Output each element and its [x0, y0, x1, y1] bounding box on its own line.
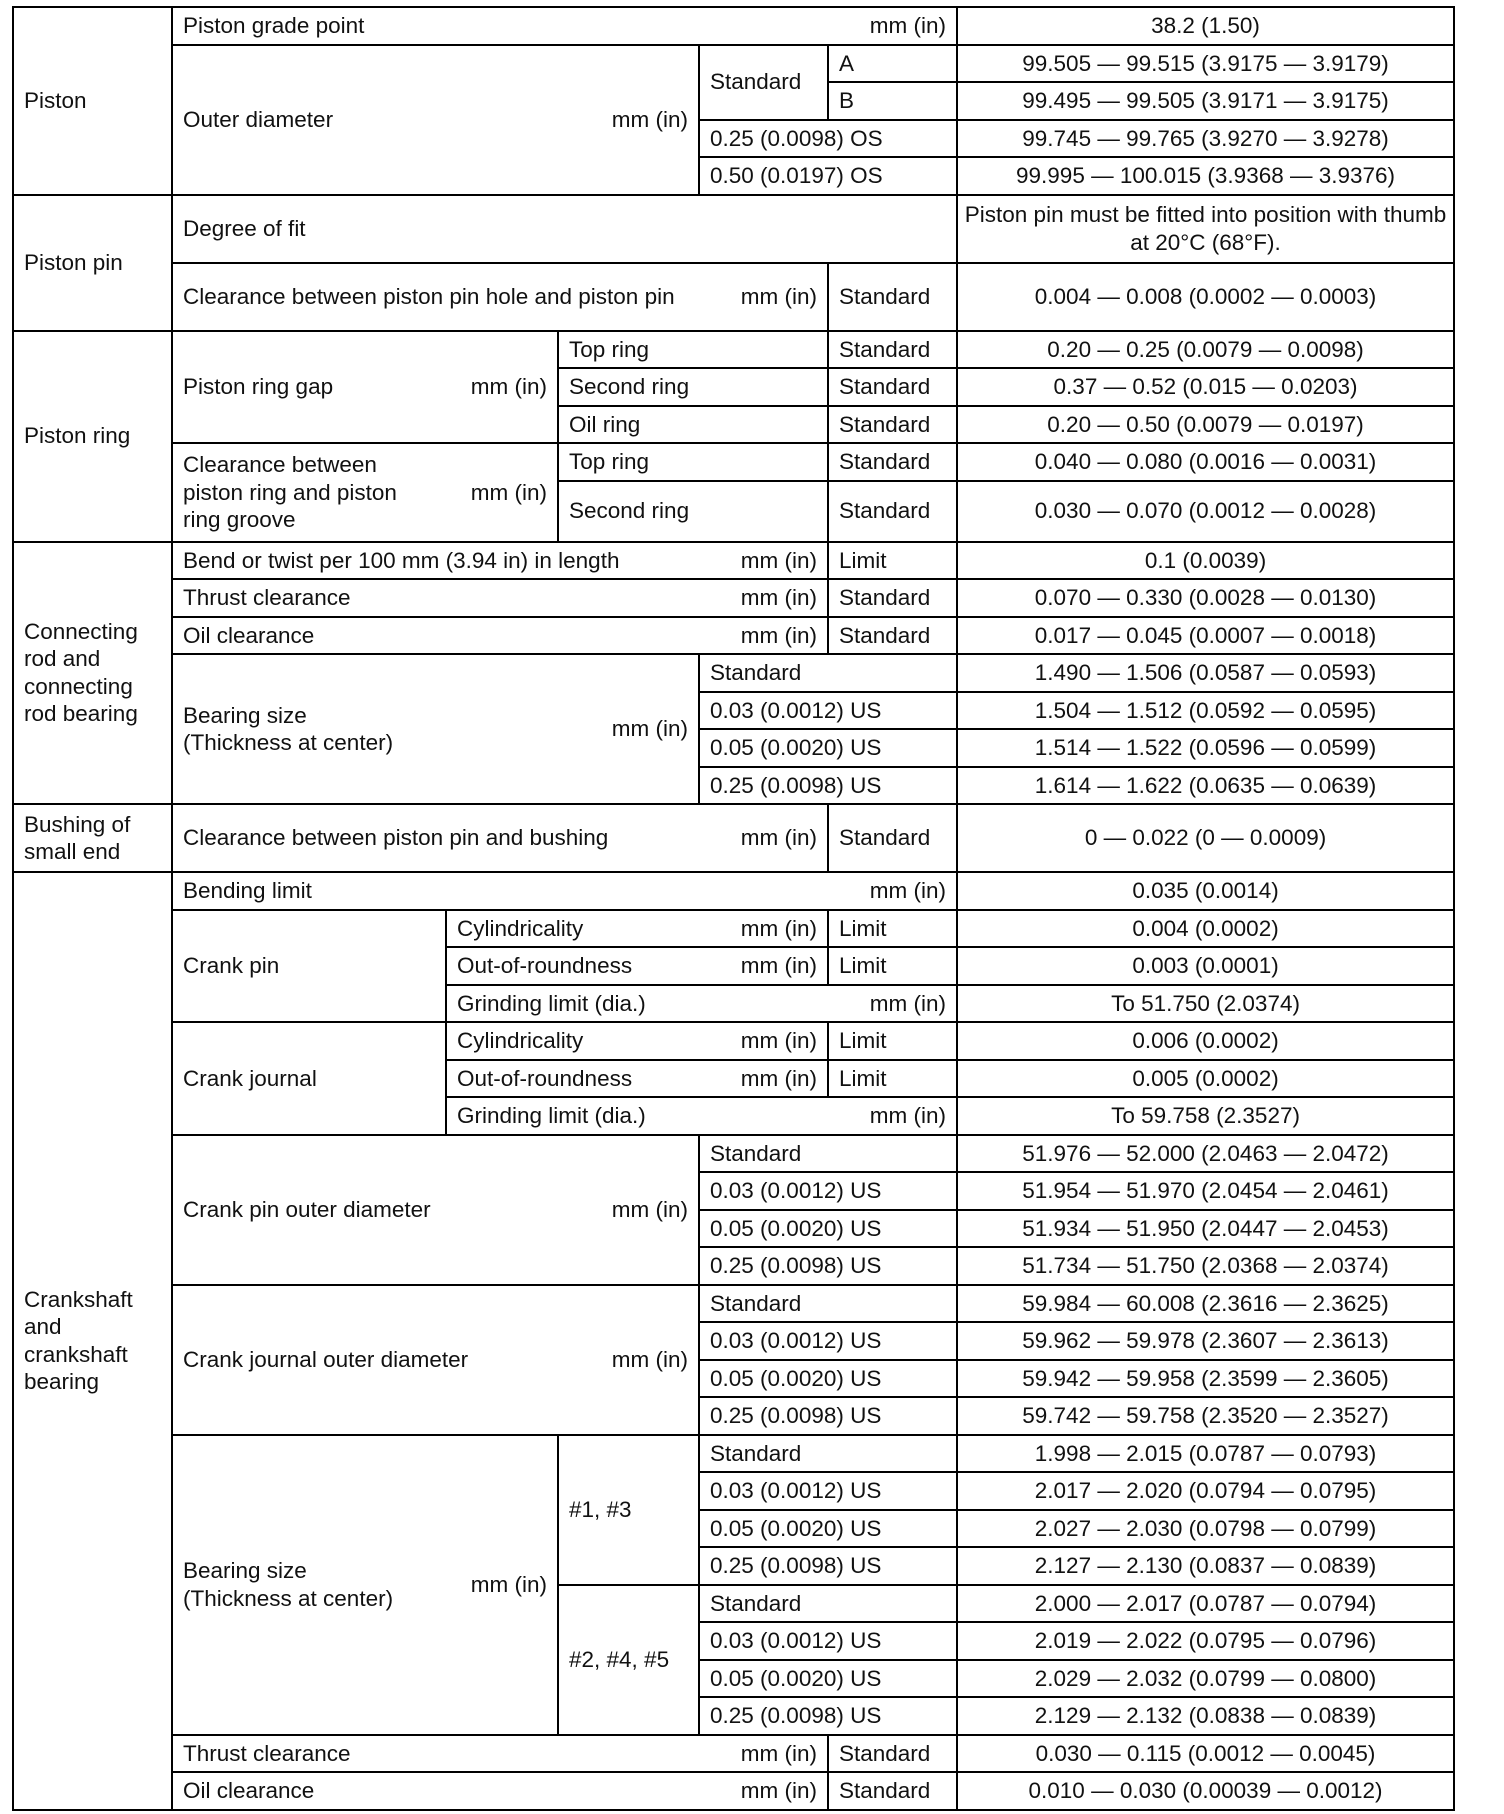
cell-crankshaft-crank-journal-rows-0-type: Limit: [828, 1022, 957, 1060]
section-label-connecting-rod-label: Connecting rod and connecting rod bearing: [13, 542, 172, 805]
cell-crankshaft-crank-pin-rows-1-type: Limit: [828, 947, 957, 985]
spec-value-crankshaft-crank-pin-rows-2-value: To 51.750 (2.0374): [957, 985, 1454, 1023]
unit-label: mm (in): [470, 479, 547, 505]
spec-value-crankshaft-journal-od-sizes-3-value: 59.742 — 59.758 (2.3520 — 2.3527): [957, 1397, 1454, 1435]
cell-piston-ring-gap-rows-0-type: Standard: [828, 331, 957, 369]
unit-label: mm (in): [740, 283, 817, 309]
spec-label: Bearing size (Thickness at center): [183, 702, 394, 755]
cell-connecting-rod-oil-label: [172, 617, 828, 655]
cell-connecting-rod-bearing-sizes-1-size: 0.03 (0.0012) US: [699, 692, 957, 730]
table-row: [13, 654, 1454, 692]
cell-crankshaft-bearing-groups-1-sizes-3-size: 0.25 (0.0098) US: [699, 1697, 957, 1735]
cell-crankshaft-thrust-label: [172, 1735, 828, 1773]
section-label-crankshaft-label: Crankshaft and crankshaft bearing: [13, 872, 172, 1810]
spec-value-piston-ring-gap-rows-0-value: 0.20 — 0.25 (0.0079 — 0.0098): [957, 331, 1454, 369]
cell-crankshaft-bearing-groups-1-sizes-0-size: Standard: [699, 1585, 957, 1623]
cell-connecting-rod-thrust-label: [172, 579, 828, 617]
spec-value-bushing-clearance-value: 0 — 0.022 (0 — 0.0009): [957, 804, 1454, 872]
unit-label: mm (in): [869, 1103, 947, 1129]
spec-value-crankshaft-pin-od-sizes-0-value: 51.976 — 52.000 (2.0463 — 2.0472): [957, 1135, 1454, 1173]
spec-value-crankshaft-pin-od-sizes-3-value: 51.734 — 51.750 (2.0368 — 2.0374): [957, 1247, 1454, 1285]
spec-value-crankshaft-bearing-groups-0-sizes-1-value: 2.017 — 2.020 (0.0794 — 0.0795): [957, 1472, 1454, 1510]
spec-value-piston-outer-diameter-oversize-1-value: 99.995 — 100.015 (3.9368 — 3.9376): [957, 157, 1454, 195]
spec-label: Bend or twist per 100 mm (3.94 in) in length: [183, 547, 620, 573]
section-label-piston-pin-label: Piston pin: [13, 195, 172, 331]
cell-piston-pin-clearance-type: Standard: [828, 263, 957, 331]
table-row: [13, 617, 1454, 655]
cell-crankshaft-oil-type: Standard: [828, 1772, 957, 1810]
cell-piston-ring-gap-rows-2-type: Standard: [828, 406, 957, 444]
spec-label: Cylindricality: [457, 915, 584, 941]
unit-label: mm (in): [740, 1778, 817, 1804]
spec-value-piston-ring-groove-clearance-rows-0-value: 0.040 — 0.080 (0.0016 — 0.0031): [957, 443, 1454, 481]
unit-label: mm (in): [740, 1028, 817, 1054]
unit-label: mm (in): [611, 1196, 688, 1222]
spec-value-crankshaft-thrust-value: 0.030 — 0.115 (0.0012 — 0.0045): [957, 1735, 1454, 1773]
spec-label: Out-of-roundness: [457, 1065, 633, 1091]
unit-label: mm (in): [740, 1065, 817, 1091]
cell-crankshaft-bearing-groups-1-label: #2, #4, #5: [558, 1585, 699, 1735]
spec-value-crankshaft-pin-od-sizes-2-value: 51.934 — 51.950 (2.0447 — 2.0453): [957, 1210, 1454, 1248]
spec-label: Thrust clearance: [183, 1740, 351, 1766]
cell-piston-ring-groove-clearance-rows-0-type: Standard: [828, 443, 957, 481]
unit-label: mm (in): [611, 106, 688, 132]
spec-value-piston-grade-point-value: 38.2 (1.50): [957, 7, 1454, 45]
table-row: [13, 331, 1454, 369]
spec-label: Clearance between piston pin hole and piston pin: [183, 283, 675, 309]
cell-crankshaft-pin-od-sizes-2-size: 0.05 (0.0020) US: [699, 1210, 957, 1248]
spec-value-crankshaft-bearing-groups-0-sizes-3-value: 2.127 — 2.130 (0.0837 — 0.0839): [957, 1547, 1454, 1585]
cell-crankshaft-journal-od-sizes-1-size: 0.03 (0.0012) US: [699, 1322, 957, 1360]
cell-connecting-rod-bearing-label: [172, 654, 699, 804]
spec-value-crankshaft-bearing-groups-1-sizes-1-value: 2.019 — 2.022 (0.0795 — 0.0796): [957, 1622, 1454, 1660]
cell-crankshaft-thrust-type: Standard: [828, 1735, 957, 1773]
cell-crankshaft-bearing-groups-1-sizes-1-size: 0.03 (0.0012) US: [699, 1622, 957, 1660]
cell-piston-ring-groove-clearance-rows-1-ring: Second ring: [558, 481, 828, 542]
table-row: [13, 1735, 1454, 1773]
table-row: [13, 1135, 1454, 1173]
cell-piston-ring-gap-label: [172, 331, 558, 444]
spec-value-piston-pin-degree-of-fit-value: Piston pin must be fitted into position with thumb at 20°C (68°F).: [957, 195, 1454, 263]
section-label-piston-ring-label: Piston ring: [13, 331, 172, 542]
spec-value-connecting-rod-bend-value: 0.1 (0.0039): [957, 542, 1454, 580]
specification-table: [12, 6, 1455, 1811]
spec-label: Out-of-roundness: [457, 953, 633, 979]
unit-label: mm (in): [869, 990, 947, 1016]
spec-value-piston-ring-gap-rows-2-value: 0.20 — 0.50 (0.0079 — 0.0197): [957, 406, 1454, 444]
unit-label: mm (in): [740, 585, 817, 611]
table-row: [13, 1772, 1454, 1810]
spec-value-crankshaft-bending-value: 0.035 (0.0014): [957, 872, 1454, 910]
cell-crankshaft-crank-journal-rows-1-type: Limit: [828, 1060, 957, 1098]
cell-crankshaft-crank-pin-rows-0-type: Limit: [828, 910, 957, 948]
cell-crankshaft-bending-label: [172, 872, 957, 910]
spec-value-crankshaft-crank-pin-rows-0-value: 0.004 (0.0002): [957, 910, 1454, 948]
spec-value-crankshaft-oil-value: 0.010 — 0.030 (0.00039 — 0.0012): [957, 1772, 1454, 1810]
table-row: [13, 804, 1454, 872]
spec-label: Oil clearance: [183, 1778, 315, 1804]
cell-crankshaft-crank-journal-label: Crank journal: [172, 1022, 446, 1135]
spec-label: Piston ring gap: [183, 374, 334, 400]
cell-crankshaft-crank-journal-rows-1-label: [446, 1060, 828, 1098]
spec-label: Crank journal outer diameter: [183, 1346, 469, 1372]
cell-piston-ring-gap-rows-1-ring: Second ring: [558, 368, 828, 406]
spec-label: Grinding limit (dia.): [457, 990, 646, 1016]
table-row: [13, 579, 1454, 617]
cell-connecting-rod-oil-type: Standard: [828, 617, 957, 655]
cell-crankshaft-journal-od-label: [172, 1285, 699, 1435]
table-row: [13, 1435, 1454, 1473]
cell-crankshaft-journal-od-sizes-2-size: 0.05 (0.0020) US: [699, 1360, 957, 1398]
cell-crankshaft-bearing-groups-0-sizes-2-size: 0.05 (0.0020) US: [699, 1510, 957, 1548]
cell-crankshaft-journal-od-sizes-3-size: 0.25 (0.0098) US: [699, 1397, 957, 1435]
spec-value-crankshaft-bearing-groups-0-sizes-0-value: 1.998 — 2.015 (0.0787 — 0.0793): [957, 1435, 1454, 1473]
cell-piston-ring-groove-clearance-rows-1-type: Standard: [828, 481, 957, 542]
cell-piston-grade-point-label: [172, 7, 957, 45]
spec-label: Cylindricality: [457, 1028, 584, 1054]
spec-value-piston-outer-diameter-oversize-0-value: 99.745 — 99.765 (3.9270 — 3.9278): [957, 120, 1454, 158]
spec-value-crankshaft-crank-journal-rows-2-value: To 59.758 (2.3527): [957, 1097, 1454, 1135]
spec-value-crankshaft-journal-od-sizes-2-value: 59.942 — 59.958 (2.3599 — 2.3605): [957, 1360, 1454, 1398]
cell-piston-outer-diameter-label: [172, 45, 699, 195]
table-row: [13, 542, 1454, 580]
unit-label: mm (in): [740, 547, 817, 573]
unit-label: mm (in): [740, 622, 817, 648]
unit-label: mm (in): [470, 1571, 547, 1597]
spec-value-crankshaft-journal-od-sizes-1-value: 59.962 — 59.978 (2.3607 — 2.3613): [957, 1322, 1454, 1360]
cell-piston-pin-clearance-label: [172, 263, 828, 331]
spec-value-piston-ring-groove-clearance-rows-1-value: 0.030 — 0.070 (0.0012 — 0.0028): [957, 481, 1454, 542]
unit-label: mm (in): [611, 1346, 688, 1372]
cell-piston-ring-groove-clearance-label: [172, 443, 558, 542]
unit-label: mm (in): [869, 878, 947, 904]
table-row: [13, 872, 1454, 910]
spec-value-connecting-rod-thrust-value: 0.070 — 0.330 (0.0028 — 0.0130): [957, 579, 1454, 617]
cell-crankshaft-pin-od-label: [172, 1135, 699, 1285]
cell-crankshaft-bearing-groups-1-sizes-2-size: 0.05 (0.0020) US: [699, 1660, 957, 1698]
cell-connecting-rod-bend-label: [172, 542, 828, 580]
spec-label: Clearance between piston ring and piston ring groove: [183, 452, 397, 532]
spec-value-crankshaft-bearing-groups-1-sizes-2-value: 2.029 — 2.032 (0.0799 — 0.0800): [957, 1660, 1454, 1698]
unit-label: mm (in): [740, 915, 817, 941]
spec-label: Oil clearance: [183, 622, 315, 648]
cell-crankshaft-crank-journal-rows-0-label: [446, 1022, 828, 1060]
cell-piston-ring-groove-clearance-rows-0-ring: Top ring: [558, 443, 828, 481]
table-row: [13, 910, 1454, 948]
table-row: [13, 443, 1454, 481]
spec-value-crankshaft-bearing-groups-0-sizes-2-value: 2.027 — 2.030 (0.0798 — 0.0799): [957, 1510, 1454, 1548]
cell-piston-outer-diameter-oversize-1-size: 0.50 (0.0197) OS: [699, 157, 957, 195]
cell-crankshaft-oil-label: [172, 1772, 828, 1810]
cell-piston-outer-diameter-grades-0-grade: A: [828, 45, 957, 83]
cell-connecting-rod-bearing-sizes-2-size: 0.05 (0.0020) US: [699, 729, 957, 767]
spec-label: Crank pin outer diameter: [183, 1196, 431, 1222]
spec-label: Bending limit: [183, 878, 312, 904]
table-row: [13, 195, 1454, 263]
section-label-piston-label: Piston: [13, 7, 172, 195]
spec-label: Clearance between piston pin and bushing: [183, 825, 609, 851]
cell-crankshaft-crank-pin-label: Crank pin: [172, 910, 446, 1023]
cell-piston-pin-degree-of-fit-label: Degree of fit: [172, 195, 957, 263]
cell-connecting-rod-bearing-sizes-0-size: Standard: [699, 654, 957, 692]
unit-label: mm (in): [740, 1740, 817, 1766]
cell-piston-outer-diameter-standard: Standard: [699, 45, 828, 120]
cell-crankshaft-crank-pin-rows-0-label: [446, 910, 828, 948]
cell-piston-ring-gap-rows-2-ring: Oil ring: [558, 406, 828, 444]
spec-value-piston-pin-clearance-value: 0.004 — 0.008 (0.0002 — 0.0003): [957, 263, 1454, 331]
spec-value-connecting-rod-bearing-sizes-0-value: 1.490 — 1.506 (0.0587 — 0.0593): [957, 654, 1454, 692]
spec-label: Bearing size (Thickness at center): [183, 1558, 394, 1611]
cell-connecting-rod-thrust-type: Standard: [828, 579, 957, 617]
cell-bushing-clearance-type: Standard: [828, 804, 957, 872]
unit-label: mm (in): [869, 13, 947, 39]
spec-value-crankshaft-pin-od-sizes-1-value: 51.954 — 51.970 (2.0454 — 2.0461): [957, 1172, 1454, 1210]
cell-piston-outer-diameter-grades-1-grade: B: [828, 82, 957, 120]
spec-value-crankshaft-journal-od-sizes-0-value: 59.984 — 60.008 (2.3616 — 2.3625): [957, 1285, 1454, 1323]
spec-value-crankshaft-crank-journal-rows-1-value: 0.005 (0.0002): [957, 1060, 1454, 1098]
spec-value-connecting-rod-bearing-sizes-2-value: 1.514 — 1.522 (0.0596 — 0.0599): [957, 729, 1454, 767]
cell-bushing-clearance-label: [172, 804, 828, 872]
spec-value-crankshaft-crank-journal-rows-0-value: 0.006 (0.0002): [957, 1022, 1454, 1060]
unit-label: mm (in): [611, 716, 688, 742]
spec-label: Piston grade point: [183, 13, 365, 39]
spec-value-connecting-rod-oil-value: 0.017 — 0.045 (0.0007 — 0.0018): [957, 617, 1454, 655]
cell-piston-ring-gap-rows-1-type: Standard: [828, 368, 957, 406]
cell-connecting-rod-bearing-sizes-3-size: 0.25 (0.0098) US: [699, 767, 957, 805]
cell-crankshaft-bearing-groups-0-sizes-0-size: Standard: [699, 1435, 957, 1473]
cell-piston-ring-gap-rows-0-ring: Top ring: [558, 331, 828, 369]
cell-crankshaft-crank-journal-rows-2-label: [446, 1097, 957, 1135]
spec-value-connecting-rod-bearing-sizes-1-value: 1.504 — 1.512 (0.0592 — 0.0595): [957, 692, 1454, 730]
cell-crankshaft-bearing-groups-0-sizes-3-size: 0.25 (0.0098) US: [699, 1547, 957, 1585]
table-row: [13, 7, 1454, 45]
table-row: [13, 263, 1454, 331]
cell-crankshaft-pin-od-sizes-1-size: 0.03 (0.0012) US: [699, 1172, 957, 1210]
cell-crankshaft-crank-pin-rows-1-label: [446, 947, 828, 985]
cell-crankshaft-crank-pin-rows-2-label: [446, 985, 957, 1023]
unit-label: mm (in): [470, 374, 547, 400]
unit-label: mm (in): [740, 825, 817, 851]
cell-crankshaft-bearing-groups-0-sizes-1-size: 0.03 (0.0012) US: [699, 1472, 957, 1510]
spec-label: Grinding limit (dia.): [457, 1103, 646, 1129]
spec-value-piston-outer-diameter-grades-1-value: 99.495 — 99.505 (3.9171 — 3.9175): [957, 82, 1454, 120]
spec-label: Outer diameter: [183, 106, 334, 132]
spec-value-piston-outer-diameter-grades-0-value: 99.505 — 99.515 (3.9175 — 3.9179): [957, 45, 1454, 83]
cell-crankshaft-bearing-label: [172, 1435, 558, 1735]
cell-connecting-rod-bend-type: Limit: [828, 542, 957, 580]
table-row: [13, 45, 1454, 83]
spec-label: Thrust clearance: [183, 585, 351, 611]
table-row: [13, 1022, 1454, 1060]
cell-crankshaft-bearing-groups-0-label: #1, #3: [558, 1435, 699, 1585]
section-label-bushing-label: Bushing of small end: [13, 804, 172, 872]
cell-crankshaft-journal-od-sizes-0-size: Standard: [699, 1285, 957, 1323]
spec-value-crankshaft-crank-pin-rows-1-value: 0.003 (0.0001): [957, 947, 1454, 985]
spec-value-piston-ring-gap-rows-1-value: 0.37 — 0.52 (0.015 — 0.0203): [957, 368, 1454, 406]
unit-label: mm (in): [740, 953, 817, 979]
cell-piston-outer-diameter-oversize-0-size: 0.25 (0.0098) OS: [699, 120, 957, 158]
spec-value-connecting-rod-bearing-sizes-3-value: 1.614 — 1.622 (0.0635 — 0.0639): [957, 767, 1454, 805]
spec-value-crankshaft-bearing-groups-1-sizes-3-value: 2.129 — 2.132 (0.0838 — 0.0839): [957, 1697, 1454, 1735]
cell-crankshaft-pin-od-sizes-0-size: Standard: [699, 1135, 957, 1173]
spec-value-crankshaft-bearing-groups-1-sizes-0-value: 2.000 — 2.017 (0.0787 — 0.0794): [957, 1585, 1454, 1623]
cell-crankshaft-pin-od-sizes-3-size: 0.25 (0.0098) US: [699, 1247, 957, 1285]
table-row: [13, 1285, 1454, 1323]
